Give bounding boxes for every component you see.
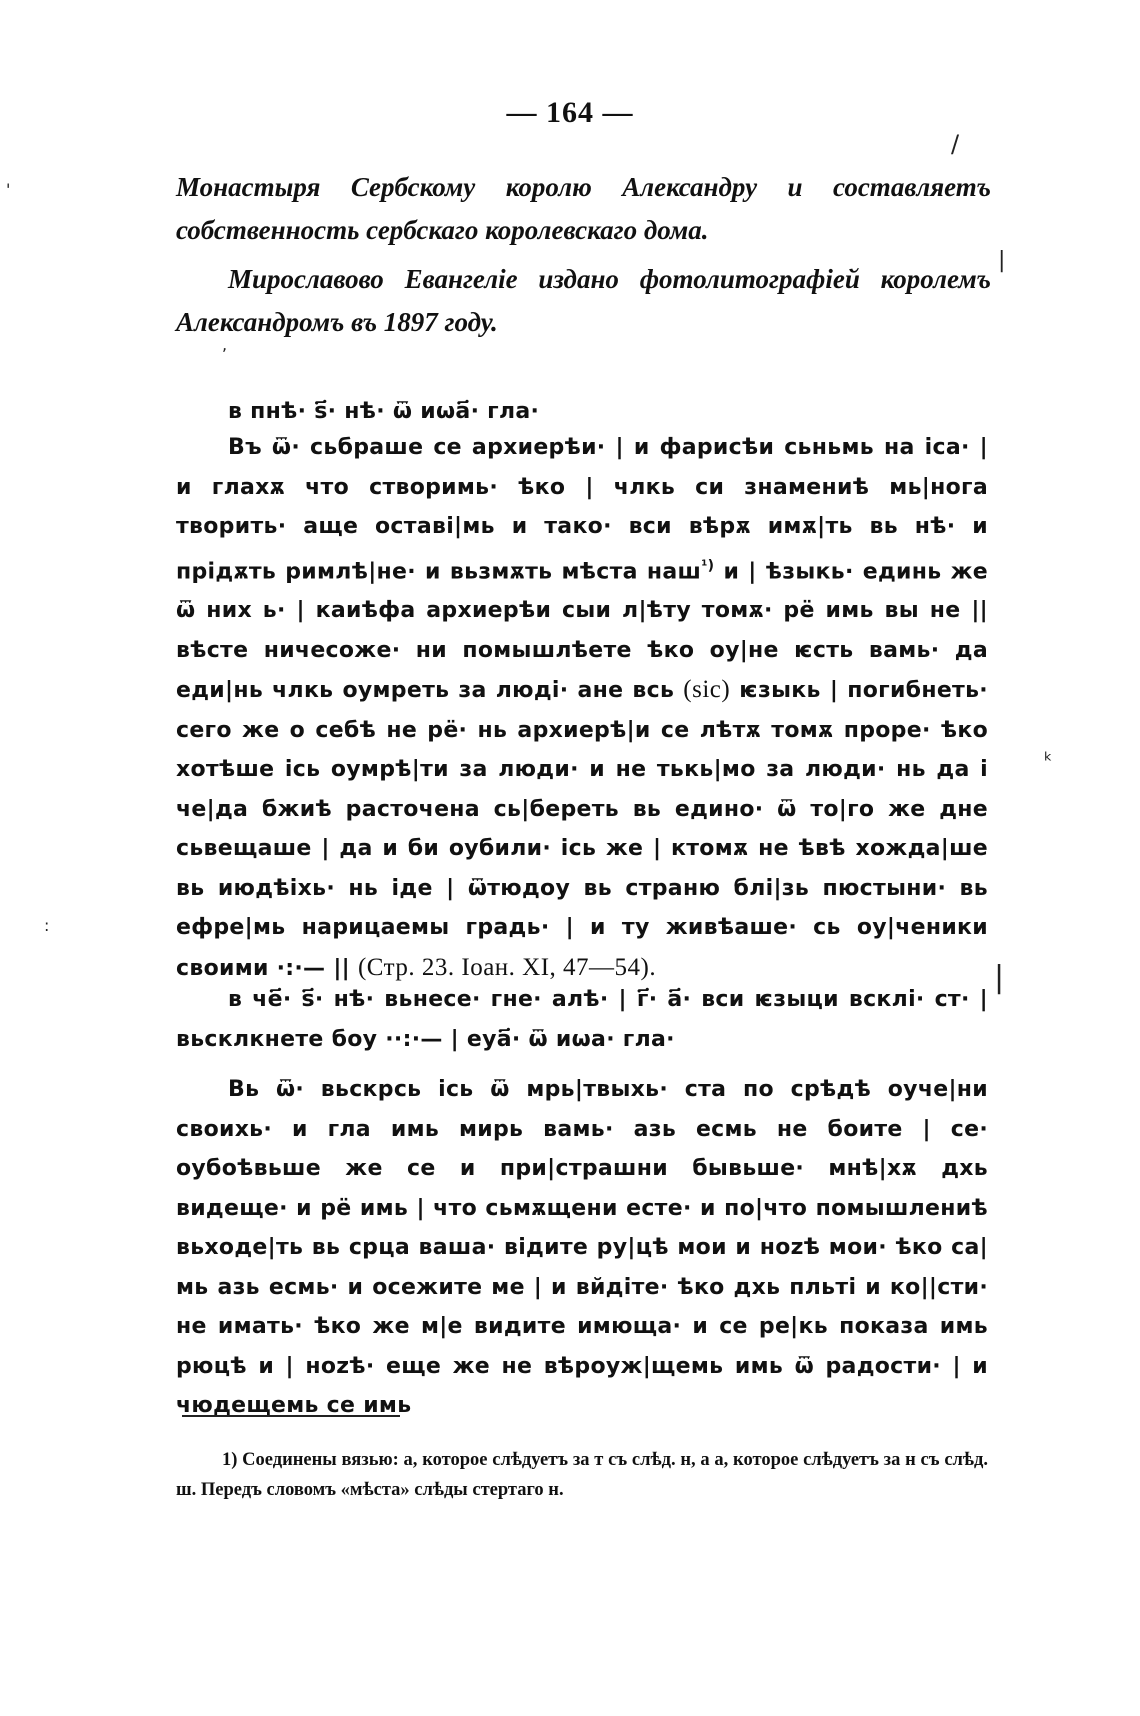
slavonic-passage-2 bbox=[176, 1070, 988, 1426]
slavonic-heading-2-text: в че҃· ѕ҃· нѣ· вьнесе· гне· алѣ· | г҃· а҃· вси ѥзыци всклі· ст· | вьсклкнете бoу ··:·— | еуа҃· ѿ иѡа· гла· bbox=[176, 987, 988, 1052]
margin-speck: , bbox=[222, 335, 228, 354]
intro-paragraph-1: Монастыря Сербскому королю Александру и составляетъ собственность сербскаго королевскаго дома. bbox=[176, 172, 991, 245]
slavonic-heading-1-text: в пнѣ· ѕ҃· нѣ· ѿ иѡа҃· гла· bbox=[228, 399, 540, 424]
slavonic-passage-1-text bbox=[176, 428, 988, 988]
margin-tick-mark: / bbox=[951, 130, 960, 158]
passage-1-part-a: Въ ѿ· сьбраше се архиерѣи· | и фарисѣи сьньмь на іса· | и глахѫ что створимь· ѣко | члкь си знамениѣ мь|нога творить· аще оставі|мь и тако· вси вѣрѫ имѫ|ть вь нѣ· и прідѫть римлѣ|не· и вьзмѫть мѣста наш bbox=[176, 435, 988, 584]
footnote-text: 1) Соединены вязью: а, которое слѣдуетъ за т съ слѣд. н, а а, которое слѣдуетъ за н съ слѣд. ш. Передъ словомъ «мѣста» слѣды стертаго н. bbox=[176, 1450, 988, 1500]
intro-paragraph-2: Мирославово Евангеліе издано фотолитографіей королемъ Александромъ въ 1897 году. bbox=[176, 264, 991, 337]
slavonic-passage-2-text: Вь ѿ· вьскрсь ісь ѿ мрь|твыхь· ста по срѣдѣ оуче|ни своихь· и гла имь мирь вамь· азь есмь не боите | се· оубоѣвьше же се и при|страшни бывьше· мнѣ|хѫ дхь видеще· и рё имь | что сьмѫщени есте· и по|что помышлениѣ вьходе|ть вь срца ваша· відите ру|цѣ мои и ноzѣ мои· ѣко са|мь азь есмь· и осежите ме | и вйдіте· ѣко дхь пльті и ко||сти· не имать· ѣко же м|е видите имюща· и се ре|кь показа имь рюцѣ и | ноzѣ· еще же не вѣроуж|щемь имь ѿ радости· | и чюдещемь се имь bbox=[176, 1077, 988, 1418]
slavonic-passage-1 bbox=[176, 428, 988, 988]
footnote bbox=[176, 1445, 988, 1505]
margin-speck-2: : bbox=[44, 916, 50, 935]
margin-scribble: ᵏ bbox=[1044, 748, 1053, 772]
passage-1-part-c: ѥзыкь | погибнеть· сего же о себѣ не рё· нь архиерѣ|и се лѣтѫ томѫ проре· ѣко хотѣше ісь оумрѣ|ти за люди· и не тькь|мо за люди· нь да і че|да бжиѣ расточена сь|береть вь едино· ѿ то|го же дне сьвещаше | да и би оубили· ісь же | ктомѫ не ѣвѣ хожда|ше вь июдѣіхь· нь іде | ѿтюдоу вь страню блі|зь пюстыни· вь ефре|мь нарицаемы градь· | и ту живѣаше· сь оу|ченики своими ·:·— || bbox=[176, 678, 988, 981]
footnote-divider bbox=[182, 1415, 400, 1417]
margin-bar-mark-2: | bbox=[994, 960, 1005, 995]
margin-bar-mark: | bbox=[998, 248, 1006, 273]
sic-marker: (sic) bbox=[683, 676, 731, 704]
slavonic-heading-2 bbox=[176, 980, 988, 1059]
scripture-reference-1: (Стр. 23. Іоан. XI, 47—54). bbox=[357, 953, 657, 981]
footnote-ref-marker: ¹) bbox=[701, 557, 715, 574]
page-number: — 164 — bbox=[506, 96, 634, 129]
intro-text bbox=[176, 166, 991, 344]
slavonic-heading-1 bbox=[228, 392, 788, 432]
margin-speck-3: ' bbox=[6, 180, 11, 199]
passage-1-part-b: и | ѣзыкь· единь же ѿ них ь· | каиѣфа архиерѣи сыи л|ѣту томѫ· рё имь вы не || вѣсте ничесоже· ни помышлѣете ѣко оу|не ѥсть вамь· да еди|нь члкь оумреть за люді· ане вcь bbox=[176, 558, 988, 704]
